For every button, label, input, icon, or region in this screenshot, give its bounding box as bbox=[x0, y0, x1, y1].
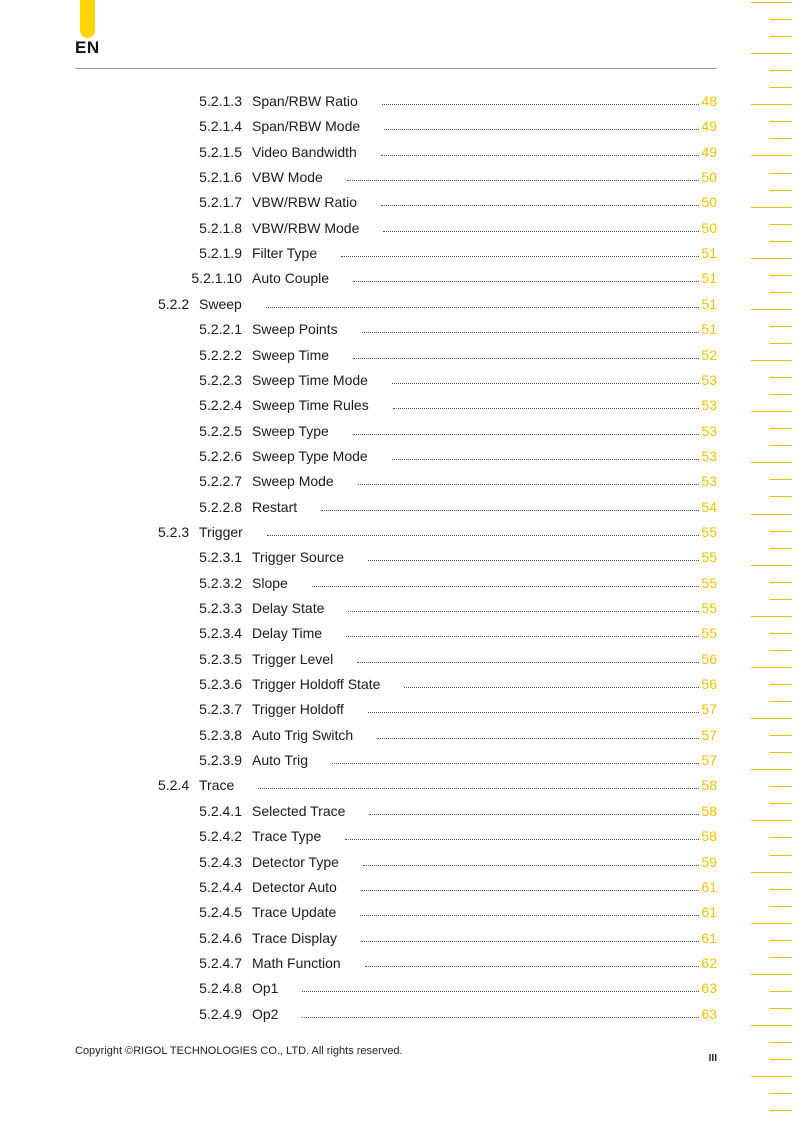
toc-entry-number: 5.2.3.8 bbox=[199, 726, 242, 743]
toc-entry-page[interactable]: 53 bbox=[701, 397, 717, 414]
ruler-tick bbox=[769, 496, 792, 497]
toc-entry-number: 5.2.4.6 bbox=[199, 929, 242, 946]
ruler-tick bbox=[751, 872, 792, 873]
ruler-tick bbox=[769, 292, 792, 293]
toc-entry[interactable] bbox=[0, 317, 717, 342]
toc-entry-page[interactable]: 51 bbox=[701, 295, 717, 312]
toc-entry-number: 5.2.1.9 bbox=[199, 245, 242, 262]
toc-leader-dots bbox=[302, 991, 699, 992]
toc-entry[interactable] bbox=[0, 368, 717, 393]
toc-entry-number: 5.2.3.2 bbox=[199, 574, 242, 591]
ruler-tick bbox=[769, 633, 792, 634]
header-divider bbox=[75, 68, 717, 69]
toc-leader-dots bbox=[360, 915, 699, 916]
toc-leader-dots bbox=[347, 180, 699, 181]
ruler-tick bbox=[751, 514, 792, 515]
toc-entry-page[interactable]: 59 bbox=[701, 853, 717, 870]
toc-entry-title: Selected Trace bbox=[252, 802, 346, 819]
toc-entry-page[interactable]: 56 bbox=[701, 650, 717, 667]
toc-leader-dots bbox=[393, 408, 699, 409]
toc-entry-number: 5.2.1.8 bbox=[199, 219, 242, 236]
toc-entry[interactable] bbox=[0, 241, 717, 266]
toc-entry-page[interactable]: 57 bbox=[701, 701, 717, 718]
toc-entry[interactable] bbox=[0, 647, 717, 672]
toc-entry[interactable] bbox=[0, 850, 717, 875]
toc-leader-dots bbox=[321, 510, 699, 511]
toc-entry-page[interactable]: 53 bbox=[701, 447, 717, 464]
toc-leader-dots bbox=[345, 839, 699, 840]
toc-leader-dots bbox=[346, 636, 699, 637]
toc-entry-number: 5.2.1.4 bbox=[199, 118, 242, 135]
toc-entry[interactable] bbox=[0, 799, 717, 824]
ruler-tick bbox=[751, 104, 792, 105]
toc-entry-number: 5.2.1.7 bbox=[199, 194, 242, 211]
language-label: EN bbox=[75, 38, 100, 57]
ruler-tick bbox=[751, 207, 792, 208]
ruler-tick bbox=[769, 650, 792, 651]
toc-entry-number: 5.2.1.5 bbox=[199, 143, 242, 160]
toc-leader-dots bbox=[341, 256, 699, 257]
toc-entry-title: Auto Trig bbox=[252, 752, 309, 769]
toc-entry-page[interactable]: 53 bbox=[701, 422, 717, 439]
toc-entry-page[interactable]: 58 bbox=[701, 828, 717, 845]
toc-entry[interactable] bbox=[0, 1002, 717, 1027]
toc-leader-dots bbox=[353, 358, 699, 359]
toc-entry-number: 5.2.4.7 bbox=[199, 954, 242, 971]
toc-entry-page[interactable]: 61 bbox=[701, 878, 717, 895]
ruler-tick bbox=[769, 889, 792, 890]
toc-entry-number: 5.2.1.10 bbox=[191, 270, 242, 287]
toc-entry-page[interactable]: 49 bbox=[701, 143, 717, 160]
toc-entry-page[interactable]: 57 bbox=[701, 726, 717, 743]
ruler-tick bbox=[769, 70, 792, 71]
toc-leader-dots bbox=[267, 535, 699, 536]
ruler-tick bbox=[769, 1093, 792, 1094]
toc-entry-number: 5.2.4.5 bbox=[199, 904, 242, 921]
ruler-tick bbox=[769, 1008, 792, 1009]
ruler-tick bbox=[769, 275, 792, 276]
toc-entry-number: 5.2.2.2 bbox=[199, 346, 242, 363]
toc-entry[interactable] bbox=[0, 89, 717, 114]
toc-entry-page[interactable]: 55 bbox=[701, 600, 717, 616]
toc-entry-title: VBW/RBW Ratio bbox=[252, 194, 358, 211]
toc-entry-page[interactable]: 53 bbox=[701, 371, 717, 388]
ruler-tick bbox=[751, 462, 792, 463]
ruler-tick bbox=[751, 616, 792, 617]
toc-leader-dots bbox=[377, 738, 699, 739]
toc-entry-number: 5.2.2.7 bbox=[199, 473, 242, 490]
toc-entry-page[interactable]: 55 bbox=[701, 549, 717, 566]
toc-entry-page[interactable]: 61 bbox=[701, 904, 717, 921]
ruler-tick bbox=[769, 326, 792, 327]
ruler-tick bbox=[751, 769, 792, 770]
toc-leader-dots bbox=[302, 1017, 699, 1018]
toc-entry-title: Detector Auto bbox=[252, 878, 337, 895]
toc-entry-title: Op2 bbox=[252, 1005, 279, 1022]
toc-entry-page[interactable]: 62 bbox=[701, 954, 717, 971]
toc-entry[interactable] bbox=[0, 976, 717, 1001]
toc-entry[interactable] bbox=[0, 697, 717, 722]
toc-entry-page[interactable]: 50 bbox=[701, 169, 717, 186]
ruler-tick bbox=[769, 87, 792, 88]
toc-leader-dots bbox=[362, 332, 699, 333]
toc-entry-title: Trigger Holdoff bbox=[252, 701, 344, 718]
toc-leader-dots bbox=[368, 712, 699, 713]
toc-entry-title: Trace Update bbox=[252, 904, 337, 921]
ruler-tick bbox=[769, 599, 792, 600]
toc-entry-number: 5.2.2.1 bbox=[199, 321, 242, 338]
toc-entry[interactable] bbox=[0, 723, 717, 748]
ruler-tick bbox=[769, 1059, 792, 1060]
toc-leader-dots bbox=[353, 281, 699, 282]
toc-entry[interactable] bbox=[0, 469, 717, 494]
toc-entry-number: 5.2.4.8 bbox=[199, 980, 242, 997]
language-tab-marker bbox=[80, 0, 95, 38]
toc-entry-number: 5.2.2.5 bbox=[199, 422, 242, 439]
ruler-tick bbox=[769, 531, 792, 532]
toc-entry-title: Trigger Level bbox=[252, 650, 334, 667]
toc-entry-title: Slope bbox=[252, 574, 288, 591]
toc-entry-page[interactable]: 56 bbox=[701, 676, 717, 693]
toc-entry[interactable] bbox=[0, 672, 717, 697]
toc-entry-page[interactable]: 50 bbox=[701, 219, 717, 236]
toc-leader-dots bbox=[312, 586, 699, 587]
toc-entry[interactable] bbox=[0, 495, 717, 520]
toc-leader-dots bbox=[361, 890, 699, 891]
toc-entry[interactable] bbox=[0, 266, 717, 291]
ruler-tick bbox=[769, 548, 792, 549]
ruler-tick bbox=[769, 173, 792, 174]
toc-entry-number: 5.2.2.8 bbox=[199, 498, 242, 515]
toc-entry-number: 5.2.3.7 bbox=[199, 701, 242, 718]
ruler-tick bbox=[769, 1110, 792, 1111]
ruler-tick bbox=[769, 582, 792, 583]
ruler-tick bbox=[751, 1076, 792, 1077]
ruler-tick bbox=[769, 786, 792, 787]
ruler-tick bbox=[769, 36, 792, 37]
ruler-tick bbox=[751, 53, 792, 54]
toc-entry-page[interactable]: 52 bbox=[701, 346, 717, 363]
toc-entry[interactable] bbox=[0, 748, 717, 773]
toc-leader-dots bbox=[361, 941, 699, 942]
toc-entry[interactable] bbox=[0, 393, 717, 418]
toc-leader-dots bbox=[382, 104, 699, 105]
toc-entry-page[interactable]: 51 bbox=[701, 270, 717, 287]
ruler-tick bbox=[769, 479, 792, 480]
toc-leader-dots bbox=[357, 662, 699, 663]
toc-entry-number: 5.2.3 bbox=[158, 523, 190, 540]
ruler-tick bbox=[769, 377, 792, 378]
ruler-tick bbox=[769, 752, 792, 753]
ruler-tick bbox=[751, 923, 792, 924]
ruler-tick bbox=[769, 138, 792, 139]
ruler-tick bbox=[751, 411, 792, 412]
toc-entry-number: 5.2.3.1 bbox=[199, 549, 242, 566]
toc-entry-page[interactable]: 55 bbox=[701, 574, 717, 591]
toc-entry-number: 5.2.2.4 bbox=[199, 397, 242, 414]
toc-entry-title: Delay State bbox=[252, 600, 325, 616]
toc-entry-page[interactable]: 57 bbox=[701, 752, 717, 769]
toc-leader-dots bbox=[392, 383, 699, 384]
toc-entry-page[interactable]: 49 bbox=[701, 118, 717, 135]
toc-entry[interactable] bbox=[0, 216, 717, 241]
toc-leader-dots bbox=[368, 560, 699, 561]
ruler-tick bbox=[769, 957, 792, 958]
toc-entry[interactable] bbox=[0, 926, 717, 951]
toc-leader-dots bbox=[384, 129, 699, 130]
toc-entry[interactable] bbox=[0, 571, 717, 596]
toc-leader-dots bbox=[358, 484, 699, 485]
toc-entry-title: Trigger Holdoff State bbox=[252, 676, 381, 693]
toc-entry-title: Span/RBW Mode bbox=[252, 118, 361, 135]
ruler-tick bbox=[769, 837, 792, 838]
toc-entry-number: 5.2.1.6 bbox=[199, 169, 242, 186]
toc-entry-title: Filter Type bbox=[252, 245, 318, 262]
toc-entry-title: Delay Time bbox=[252, 625, 323, 642]
toc-entry-number: 5.2.3.9 bbox=[199, 752, 242, 769]
toc-leader-dots bbox=[363, 865, 699, 866]
ruler-tick bbox=[769, 906, 792, 907]
toc-entry[interactable] bbox=[0, 419, 717, 444]
toc-leader-dots bbox=[353, 434, 699, 435]
ruler-tick bbox=[751, 718, 792, 719]
toc-entry-number: 5.2.2 bbox=[158, 295, 190, 312]
toc-entry-page[interactable]: 63 bbox=[701, 980, 717, 997]
toc-entry-page[interactable]: 50 bbox=[701, 194, 717, 211]
toc-entry-number: 5.2.3.6 bbox=[199, 676, 242, 693]
ruler-tick bbox=[751, 155, 792, 156]
footer-copyright: Copyright ©RIGOL TECHNOLOGIES CO., LTD. All rights reserved. bbox=[75, 1045, 403, 1057]
toc-entry[interactable] bbox=[0, 140, 717, 165]
toc-entry[interactable] bbox=[0, 824, 717, 849]
toc-leader-dots bbox=[332, 763, 699, 764]
toc-entry-page[interactable]: 63 bbox=[701, 1005, 717, 1022]
ruler-tick bbox=[769, 855, 792, 856]
toc-entry-title: Trace bbox=[199, 777, 235, 794]
toc-entry[interactable] bbox=[0, 773, 717, 798]
toc-entry-page[interactable]: 58 bbox=[701, 802, 717, 819]
ruler-tick bbox=[769, 19, 792, 20]
toc-entry[interactable] bbox=[0, 190, 717, 215]
toc-entry-title: Sweep Type bbox=[252, 422, 329, 439]
toc-entry-number: 5.2.2.3 bbox=[199, 371, 242, 388]
ruler-tick bbox=[769, 121, 792, 122]
toc-entry-title: Trigger bbox=[199, 523, 243, 540]
toc-entry-title: Restart bbox=[252, 498, 298, 515]
toc-entry-title: Trace Type bbox=[252, 828, 322, 845]
toc-entry-page[interactable]: 48 bbox=[701, 93, 717, 109]
toc-entry-number: 5.2.4.4 bbox=[199, 878, 242, 895]
toc-entry-number: 5.2.2.6 bbox=[199, 447, 242, 464]
toc-entry[interactable] bbox=[0, 596, 717, 621]
toc-leader-dots bbox=[381, 155, 699, 156]
toc-entry-title: Span/RBW Ratio bbox=[252, 93, 358, 109]
ruler-tick bbox=[769, 445, 792, 446]
toc-entry-title: Video Bandwidth bbox=[252, 143, 357, 160]
toc-entry-number: 5.2.4.9 bbox=[199, 1005, 242, 1022]
ruler-tick bbox=[751, 1025, 792, 1026]
toc-entry-number: 5.2.4.3 bbox=[199, 853, 242, 870]
ruler-tick bbox=[769, 224, 792, 225]
ruler-tick bbox=[769, 190, 792, 191]
toc-leader-dots bbox=[266, 307, 699, 308]
toc-leader-dots bbox=[369, 814, 699, 815]
ruler-tick bbox=[769, 991, 792, 992]
toc-entry-title: Sweep Points bbox=[252, 321, 338, 338]
toc-entry-number: 5.2.3.5 bbox=[199, 650, 242, 667]
toc-entry-title: Trigger Source bbox=[252, 549, 345, 566]
toc-entry-title: Sweep Time Mode bbox=[252, 371, 368, 388]
toc-entry[interactable] bbox=[0, 343, 717, 368]
toc-entry[interactable] bbox=[0, 951, 717, 976]
toc-entry-title: Sweep Time bbox=[252, 346, 330, 363]
toc-leader-dots bbox=[404, 687, 699, 688]
ruler-tick bbox=[751, 309, 792, 310]
ruler-tick bbox=[769, 701, 792, 702]
toc-entry-title: Auto Trig Switch bbox=[252, 726, 354, 743]
toc-entry[interactable] bbox=[0, 875, 717, 900]
ruler-tick bbox=[751, 974, 792, 975]
ruler-tick bbox=[769, 735, 792, 736]
toc-entry-title: Sweep bbox=[199, 295, 242, 312]
toc-entry[interactable] bbox=[0, 900, 717, 925]
ruler-tick bbox=[751, 2, 792, 3]
toc-entry-title: Sweep Mode bbox=[252, 473, 334, 490]
toc-leader-dots bbox=[381, 205, 699, 206]
toc-entry[interactable] bbox=[0, 292, 717, 317]
toc-entry-page[interactable]: 54 bbox=[701, 498, 717, 515]
toc-entry-page[interactable]: 51 bbox=[701, 321, 717, 338]
toc-entry-number: 5.2.3.3 bbox=[199, 600, 242, 616]
ruler-tick bbox=[751, 820, 792, 821]
toc-entry[interactable] bbox=[0, 621, 717, 646]
toc-entry-page[interactable]: 58 bbox=[701, 777, 717, 794]
toc-entry[interactable] bbox=[0, 165, 717, 190]
ruler-tick bbox=[751, 667, 792, 668]
ruler-tick bbox=[751, 565, 792, 566]
toc-entry-page[interactable]: 61 bbox=[701, 929, 717, 946]
toc-entry-title: Sweep Time Rules bbox=[252, 397, 369, 414]
toc-leader-dots bbox=[383, 231, 699, 232]
toc-entry-title: Auto Couple bbox=[252, 270, 330, 287]
ruler-tick bbox=[769, 803, 792, 804]
toc-entry-title: VBW/RBW Mode bbox=[252, 219, 360, 236]
footer-page-number: III bbox=[708, 1053, 717, 1064]
toc-entry-title: Op1 bbox=[252, 980, 279, 997]
ruler-tick bbox=[751, 258, 792, 259]
toc-entry-title: Detector Type bbox=[252, 853, 339, 870]
ruler-tick bbox=[769, 394, 792, 395]
ruler-tick bbox=[769, 343, 792, 344]
ruler-tick bbox=[751, 360, 792, 361]
toc-entry-title: Trace Display bbox=[252, 929, 338, 946]
toc-entry-page[interactable]: 51 bbox=[701, 245, 717, 262]
toc-leader-dots bbox=[392, 459, 699, 460]
toc-entry-title: Math Function bbox=[252, 954, 341, 971]
toc-entry[interactable] bbox=[0, 520, 717, 545]
toc-entry[interactable] bbox=[0, 444, 717, 469]
toc-entry-number: 5.2.3.4 bbox=[199, 625, 242, 642]
ruler-tick bbox=[769, 1042, 792, 1043]
toc-entry-page[interactable]: 53 bbox=[701, 473, 717, 490]
toc-leader-dots bbox=[365, 966, 699, 967]
toc-entry-title: Sweep Type Mode bbox=[252, 447, 368, 464]
toc-entry[interactable] bbox=[0, 545, 717, 570]
ruler-tick bbox=[769, 684, 792, 685]
ruler-tick bbox=[769, 940, 792, 941]
toc-leader-dots bbox=[258, 788, 699, 789]
toc-entry-page[interactable]: 55 bbox=[701, 625, 717, 642]
toc-entry-number: 5.2.4.2 bbox=[199, 828, 242, 845]
ruler-tick bbox=[769, 428, 792, 429]
toc-entry[interactable] bbox=[0, 114, 717, 139]
toc-leader-dots bbox=[348, 611, 699, 612]
toc-entry-title: VBW Mode bbox=[252, 169, 323, 186]
toc-entry-number: 5.2.1.3 bbox=[199, 93, 242, 109]
toc-entry-number: 5.2.4 bbox=[158, 777, 190, 794]
toc-entry-number: 5.2.4.1 bbox=[199, 802, 242, 819]
ruler-tick bbox=[769, 241, 792, 242]
toc-entry-page[interactable]: 55 bbox=[701, 523, 717, 540]
